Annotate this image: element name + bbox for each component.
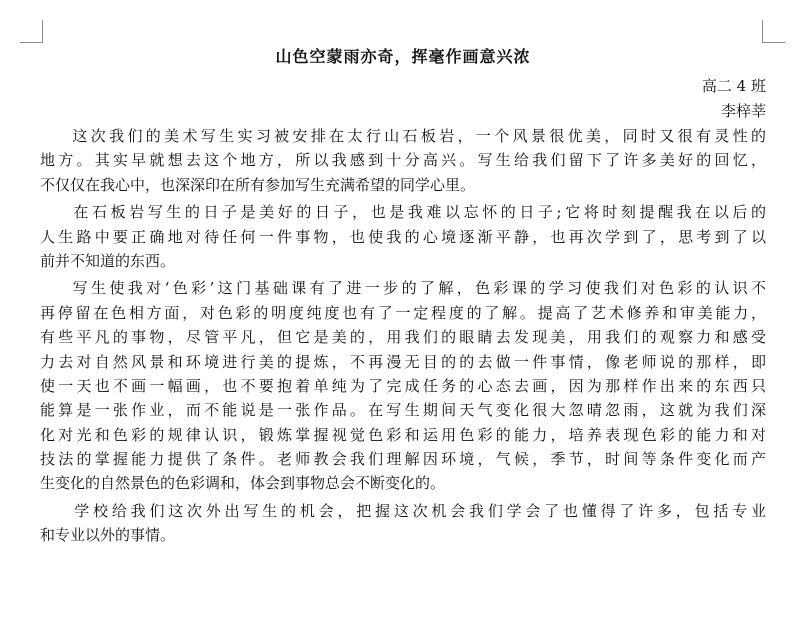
paragraph-1	[40, 124, 766, 197]
paragraph-line: 化对光和色彩的规律认识，锻炼掌握视觉色彩和运用色彩的能力，培养表现色彩的能力和对	[40, 425, 766, 444]
paragraph-line: 不仅仅在我心中，也深深印在所有参加写生充满希望的同学心里。	[40, 175, 476, 194]
paragraph-line: 这次我们的美术写生实习被安排在太行山石板岩，一个风景很优美，同时又很有灵性的	[40, 127, 766, 145]
document-body	[40, 124, 766, 548]
crop-mark-top-right	[762, 20, 785, 43]
paragraph-line: 使一天也不画一幅画，也不要抱着单纯为了完成任务的心态去画，因为那样作出来的东西只	[40, 376, 766, 395]
document-title: 山色空蒙雨亦奇，挥毫作画意兴浓	[275, 47, 531, 66]
document-page	[40, 46, 766, 548]
paragraph-line: 能算是一张作业，而不能说是一张作品。在写生期间天气变化很大忽晴忽雨，这就为我们深	[40, 401, 766, 420]
paragraph-line: 再停留在色相方面，对色彩的明度纯度也有了一定程度的了解。提高了艺术修养和审美能力，	[40, 303, 766, 322]
paragraph-3	[40, 276, 766, 496]
paragraph-4	[40, 499, 766, 548]
paragraph-line: 写生使我对‘色彩’这门基础课有了进一步的了解，色彩课的学习使我们对色彩的认识不	[40, 279, 766, 298]
author-name: 李梓莘	[720, 102, 766, 120]
paragraph-line: 有些平凡的事物，尽管平凡，但它是美的，用我们的眼睛去发现美，用我们的观察力和感受	[40, 328, 766, 347]
paragraph-line: 人生路中要正确地对待任何一件事物，也使我的心境逐渐平静，也再次学到了，思考到了以	[40, 227, 766, 246]
paragraph-line: 和专业以外的事情。	[40, 526, 176, 545]
paragraph-line: 地方。其实早就想去这个地方，所以我感到十分高兴。写生给我们留下了许多美好的回忆，	[40, 151, 766, 170]
paragraph-line: 技法的掌握能力提供了条件。老师教会我们理解因环境，气候，季节，时间等条件变化而产	[40, 450, 766, 469]
paragraph-line: 力去对自然风景和环境进行美的提炼，不再漫无目的的去做一件事情，像老师说的那样，即	[40, 352, 766, 371]
paragraph-line: 在石板岩写生的日子是美好的日子，也是我难以忘怀的日子;它将时刻提醒我在以后的	[40, 203, 766, 222]
paragraph-line: 生变化的自然景色的色彩调和，体会到事物总会不断变化的。	[40, 474, 446, 493]
crop-mark-top-left	[20, 20, 43, 43]
class-name: 高二 4 班	[701, 77, 766, 95]
paragraph-2	[40, 200, 766, 273]
paragraph-line: 前并不知道的东西。	[40, 251, 176, 270]
paragraph-line: 学校给我们这次外出写生的机会，把握这次机会我们学会了也懂得了许多，包括专业	[40, 501, 766, 520]
